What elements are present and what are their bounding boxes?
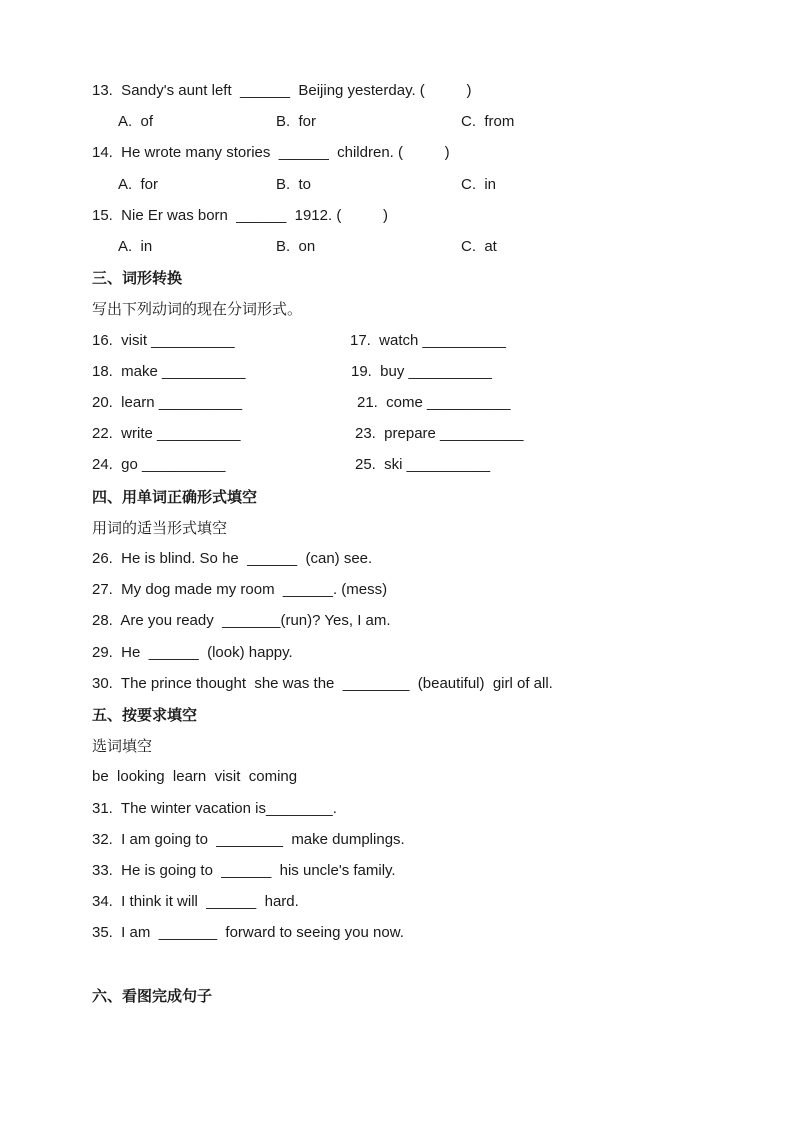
item-29: 29. He ______ (look) happy. <box>92 644 293 661</box>
item-24: 24. go __________ <box>92 456 226 473</box>
section-5-instruction: 选词填空 <box>92 737 153 755</box>
word-bank: be looking learn visit coming <box>92 768 298 785</box>
section-3-title: 三、词形转换 <box>92 269 183 287</box>
option-15-c: C. at <box>461 238 497 255</box>
section-3-instruction: 写出下列动词的现在分词形式。 <box>92 300 303 318</box>
item-20: 20. learn __________ <box>92 394 243 411</box>
option-13-a: A. of <box>118 113 154 130</box>
option-13-c: C. from <box>461 113 515 130</box>
section-5-title: 五、按要求填空 <box>92 706 198 724</box>
item-31: 31. The winter vacation is________. <box>92 800 337 817</box>
option-15-a: A. in <box>118 238 153 255</box>
item-19: 19. buy __________ <box>351 363 492 380</box>
item-25: 25. ski __________ <box>355 456 491 473</box>
item-30: 30. The prince thought she was the ________ (beautiful) girl of all. <box>92 675 553 692</box>
item-18: 18. make __________ <box>92 363 246 380</box>
section-4-instruction: 用词的适当形式填空 <box>92 519 228 537</box>
item-35: 35. I am _______ forward to seeing you now. <box>92 924 404 941</box>
option-14-a: A. for <box>118 176 159 193</box>
option-15-b: B. on <box>276 238 316 255</box>
option-13-b: B. for <box>276 113 317 130</box>
item-22: 22. write __________ <box>92 425 241 442</box>
section-6-title: 六、看图完成句子 <box>92 987 213 1005</box>
item-23: 23. prepare __________ <box>355 425 524 442</box>
item-17: 17. watch __________ <box>350 332 506 349</box>
question-15: 15. Nie Er was born ______ 1912. ( ) <box>92 207 388 224</box>
item-16: 16. visit __________ <box>92 332 235 349</box>
item-33: 33. He is going to ______ his uncle's family. <box>92 862 396 879</box>
item-32: 32. I am going to ________ make dumplings. <box>92 831 405 848</box>
item-34: 34. I think it will ______ hard. <box>92 893 299 910</box>
option-14-b: B. to <box>276 176 312 193</box>
section-4-title: 四、用单词正确形式填空 <box>92 488 258 506</box>
question-13: 13. Sandy's aunt left ______ Beijing yesterday. ( ) <box>92 82 472 99</box>
item-28: 28. Are you ready _______(run)? Yes, I am. <box>92 612 391 629</box>
option-14-c: C. in <box>461 176 497 193</box>
question-14: 14. He wrote many stories ______ children. ( ) <box>92 144 450 161</box>
item-26: 26. He is blind. So he ______ (can) see. <box>92 550 373 567</box>
item-27: 27. My dog made my room ______. (mess) <box>92 581 388 598</box>
item-21: 21. come __________ <box>357 394 511 411</box>
